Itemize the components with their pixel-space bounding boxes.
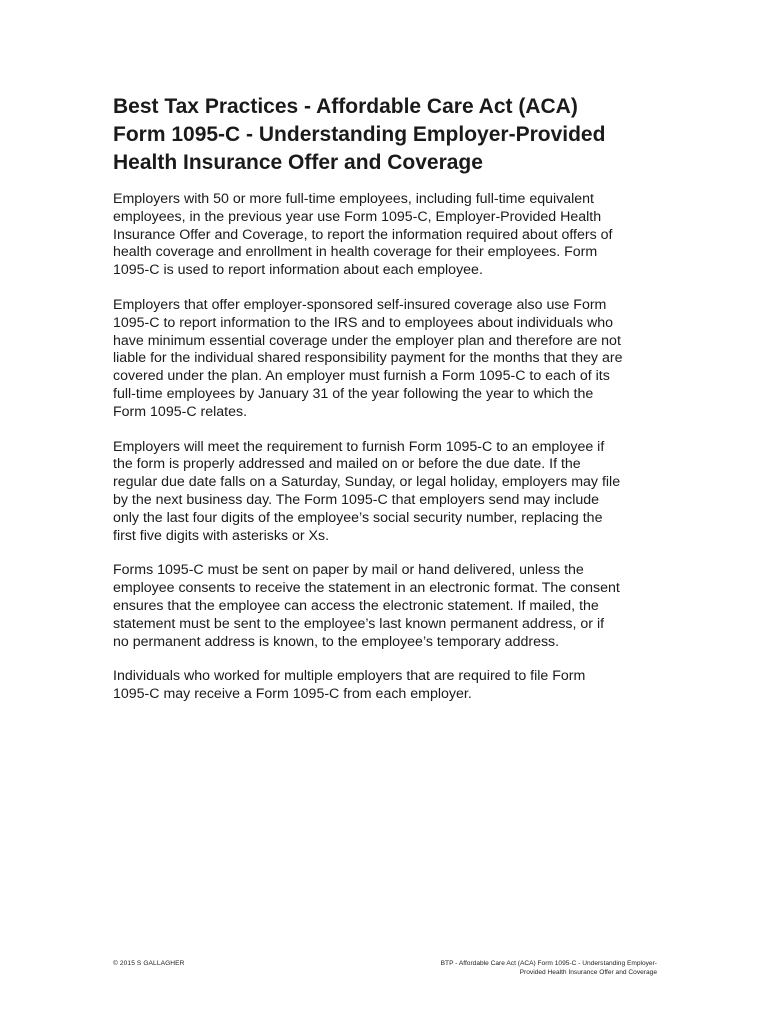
text-line: by the next business day. The Form 1095-C that employers send may include <box>113 491 600 508</box>
text-line: Employers will meet the requirement to furnish Form 1095-C to an employee if <box>113 438 605 455</box>
paragraph-who-files <box>113 191 661 280</box>
text-line: only the last four digits of the employee’s social security number, replacing the <box>113 509 603 526</box>
text-line: Individuals who worked for multiple employers that are required to file Form <box>113 668 586 685</box>
text-line: first five digits with asterisks or Xs. <box>113 527 330 544</box>
text-line: Employers with 50 or more full-time employees, including full-time equivalent <box>113 191 595 207</box>
title-line: Form 1095-C - Understanding Employer-Provided <box>113 123 606 146</box>
text-line: 1095-C is used to report information about each employee. <box>113 262 483 279</box>
text-line: regular due date falls on a Saturday, Sunday, or legal holiday, employers may file <box>113 474 621 491</box>
footer-line: BTP - Affordable Care Act (ACA) Form 1095-C - Understanding Employer- <box>440 960 657 967</box>
title-line: Best Tax Practices - Affordable Care Act (ACA) <box>113 95 578 118</box>
text-line: 1095-C may receive a Form 1095-C from each employer. <box>113 686 472 703</box>
text-line: liable for the individual shared responsibility payment for the months that they are <box>113 350 623 367</box>
text-line: employees, in the previous year use Form 1095-C, Employer-Provided Health <box>113 208 602 225</box>
paragraph-self-insured <box>113 297 661 422</box>
title-line: Health Insurance Offer and Coverage <box>113 151 483 174</box>
text-line: statement must be sent to the employee’s last known permanent address, or if <box>113 615 605 632</box>
paragraph-furnish-requirement <box>113 439 661 546</box>
text-line: health coverage and enrollment in health coverage for their employees. Form <box>113 244 598 261</box>
text-line: covered under the plan. An employer must furnish a Form 1095-C to each of its <box>113 368 610 385</box>
text-line: the form is properly addressed and mailed on or before the due date. If the <box>113 456 581 473</box>
document-title <box>113 93 673 177</box>
text-line: ensures that the employee can access the electronic statement. If mailed, the <box>113 597 599 614</box>
text-line: no permanent address is known, to the employee’s temporary address. <box>113 633 560 650</box>
paragraph-multiple-employers <box>113 668 661 704</box>
footer-copyright: © 2015 S GALLAGHER <box>113 960 185 967</box>
text-line: 1095-C to report information to the IRS and to employees about individuals who <box>113 314 614 331</box>
document-body <box>113 191 661 721</box>
text-line: employee consents to receive the statement in an electronic format. The consent <box>113 580 620 597</box>
text-line: full-time employees by January 31 of the year following the year to which the <box>113 385 594 402</box>
text-line: Forms 1095-C must be sent on paper by mail or hand delivered, unless the <box>113 562 584 579</box>
text-line: Employers that offer employer-sponsored self-insured coverage also use Form <box>113 296 607 313</box>
text-line: Insurance Offer and Coverage, to report the information required about offers of <box>113 226 613 243</box>
footer-line: Provided Health Insurance Offer and Coverage <box>519 969 657 976</box>
paragraph-delivery-method <box>113 562 661 651</box>
text-line: have minimum essential coverage under the employer plan and therefore are not <box>113 332 621 349</box>
footer-document-title <box>380 959 657 977</box>
text-line: Form 1095-C relates. <box>113 403 248 420</box>
